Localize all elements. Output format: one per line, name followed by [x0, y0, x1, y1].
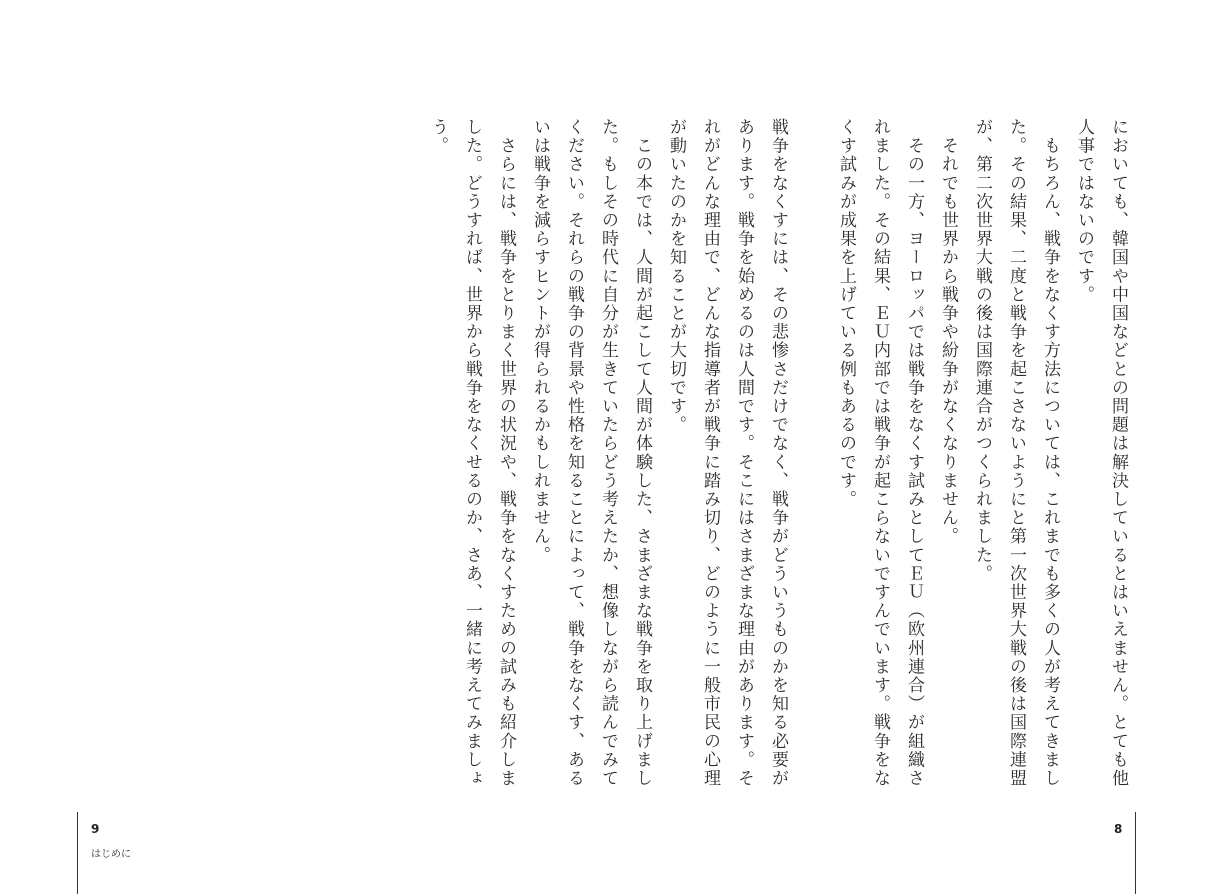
paragraph: 戦争をなくすには、その悲惨さだけでなく、戦争がどういうものかを知る必要があります。戦争を始めるのは人間です。そこにはさまざまな理由があります。それがどんな理由で、どんな指導者が戦争に踏み切り、どのように一般市民の心理が動いたのかを知ることが大切です。: [666, 118, 788, 788]
paragraph: においても、韓国や中国などとの問題は解決しているとはいえません。とても他人事ではないのです。: [1074, 118, 1128, 788]
paragraph: その一方、ヨーロッパでは戦争をなくす試みとしてＥＵ（欧州連合）が組織されました。その結果、ＥＵ内部では戦争が起こらないですんでいます。戦争をなくす試みが成果を上げている例もあるのです。: [836, 118, 924, 788]
page-number-left: 9: [91, 822, 100, 836]
body-text: [365, 118, 1135, 798]
paragraph: さらには、戦争をとりまく世界の状況や、戦争をなくすための試みも紹介しました。どうすれば、世界から戦争をなくせるのか、さあ、一緒に考えてみましょう。: [428, 118, 516, 788]
paragraph: もちろん、戦争をなくす方法については、これまでも多くの人が考えてきました。その結果、二度と戦争を起こさないようにと第一次世界大戦の後は国際連盟が、第二次世界大戦の後は国際連合がつくられました。: [972, 118, 1060, 788]
paragraph-gap: [795, 118, 829, 798]
paragraph: それでも世界から戦争や紛争がなくなりません。: [938, 118, 958, 546]
paragraph: この本では、人間が起こして人間が体験した、さまざまな戦争を取り上げました。もしその時代に自分が生きていたらどう考えたか、想像しながら読んでみてください。それらの戦争の背景や性格を知ることによって、戦争をなくす、あるいは戦争を減らすヒントが得られるかもしれません。: [530, 118, 652, 788]
running-head: はじめに: [91, 849, 131, 860]
right-margin-rule: [1135, 812, 1136, 894]
page-number-right: 8: [1114, 822, 1123, 836]
left-margin-rule: [77, 812, 78, 894]
